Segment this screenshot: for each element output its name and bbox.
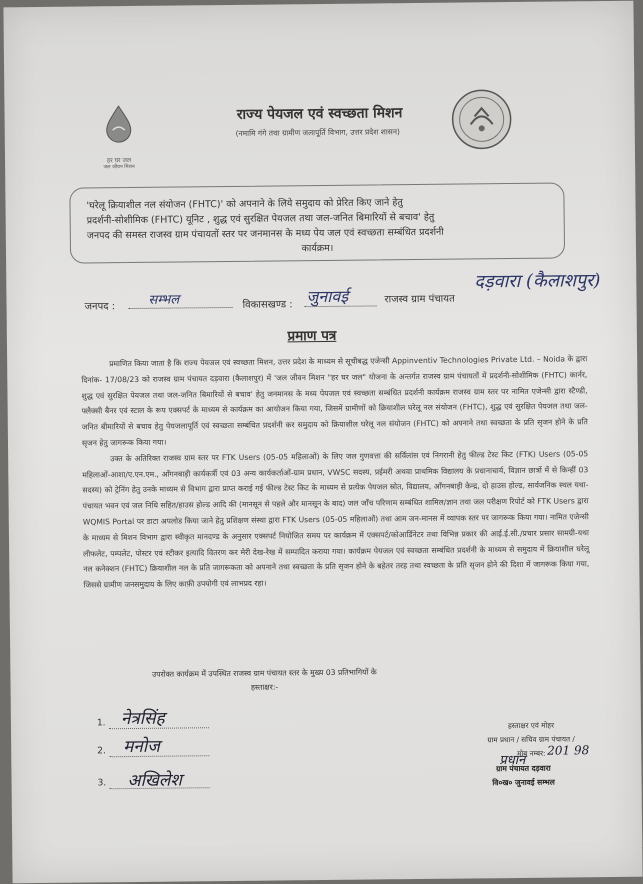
signature-3: अखिलेश [127, 770, 183, 792]
body-paragraph-1: प्रमाणित किया जाता है कि राज्य पेयजल एवं स्वच्छता मिशन, उत्तर प्रदेश के माध्यम से सूचीबद्ध एजेन्सी Appinventiv Technologies Private Ltd. – Noida के द्वारा दिनांक- 17/08/23 को राजस्व ग्राम पंचायत दड़वारा (कैलाशपुर) में 'जल जीवन मिशन "हर घर जल" योजना के अन्तर्गत राजस्व ग्राम पंचायतों में प्रदर्शनी-सोशीमिक (FHTC) कार्नर, शुद्ध एवं सुरक्षित पेयजल तथा जल-जनित बिमारियों से बचाव' हेतु जनमानस के मध्य पेयजल एवं स्वच्छता सम्बंधित प्रदर्शनी कार्यक्रम राजस्व ग्राम स्तर पर नामित एजेन्सी द्वारा स्टैण्डी, फ्लैक्सी बैनर एवं स्टाल के रूप एक्सपर्ट के माध्यम से कार्यक्रम का आयोजन किया गया, जिसमें ग्रामीणों को क्रियाशील घरेलू नल संयोजन (FHTC), शुद्ध एवं सुरक्षित पेयजल तथा जल-जनित बीमारियों से बचाव हेतु पेयजलापूर्ति एवं स्वच्छता सम्बंधित प्रदर्शनी कर समुदाय को क्रियाशील घरेलू नल संयोजन (FHTC) को अपनाने तथा स्वच्छता के प्रति सृजन होने के प्रति सृजन हेतु जागरूक किया गया। [81, 354, 588, 448]
left-logo-caption: हर घर जल [107, 156, 132, 165]
signature-number-2: 2. [97, 746, 106, 757]
panchayat-stamp [458, 761, 588, 790]
village-value: दड़वारा (कैलाशपुर) [474, 270, 601, 293]
right-block-line-3: मोब नम्बर: [517, 748, 546, 758]
signature-number-3: 3. [97, 778, 107, 789]
banner-line-2: प्रदर्शनी-सोशीमिक (FHTC) यूनिट , शुद्ध एवं सुरक्षित पेयजल तथा जल-जनित बिमारियों से बचाव' हेतु [86, 211, 435, 227]
district-underline [129, 307, 233, 309]
closing-text [114, 665, 414, 696]
right-block-line-2: ग्राम प्रधान / सचिव ग्राम पंचायत / [487, 734, 575, 745]
up-government-emblem [450, 88, 513, 151]
closing-line-2: हस्ताक्षर:- [250, 682, 279, 692]
signature-number-1: 1. [96, 718, 106, 729]
block-label: विकासखण्ड : [242, 299, 293, 311]
body-paragraph-2: उक्त के अतिरिक्त राजस्व ग्राम स्तर पर FTK Users (05-05 महिलाओं) के लिए जल गुणवत्ता की सर्विलांस एवं निगरानी हेतु फील्ड टेस्ट किट (FTK) Users (05-05 महिलाओं-आशा/ए.एन.एम., आँगनबाड़ी कार्यकर्त्री एवं 03 अन्य कार्यकर्ताओं-ग्राम प्रधान, VWSC सदस्य, प्रईमरी अथवा प्राथमिक विद्यालय के प्रधानाचार्य, विज्ञान छात्रों में से किन्हीं 03 सदस्य) को ट्रेनिंग हेतु उनके माध्यम से विभाग द्वारा प्राप्त कराई गई फील्ड टेस्ट किट के माध्यम से प्रत्येक पेयजल स्रोत, विद्यालय, आँगनबाड़ी केन्द्र, दो हाउस होल्ड, सार्वजनिक स्थल यथा-पंचायत भवन एवं जल निधि सहित/हाउस होल्ड आदि की (मानसून से पहले और मानसून के बाद) जल जाँच परिणाम सम्बंधित शामिल/ज्ञान तथा जल परीक्षण रिपोर्ट को FTK Users द्वारा WQMIS Portal पर डाटा अपलोड किया जाने हेतु प्रशिक्षण संस्था द्वारा FTK Users (05-05 महिलाओं) तथा आम जन-मानस में व्यापक स्तर पर जागरूक किया गया। नामित एजेन्सी के माध्यम से मिशन विभाग द्वारा स्वीकृत मानदण्ड के अनुसार एक्सपर्ट नियोजित समय पर कार्यक्रम में एक्सपर्ट/कोआर्डिनेटर तथा विभिन्न प्रकार की आई.ई.सी./प्रचार प्रसार सामग्री-यथा लीफलेट, पम्पलेट, पोस्टर एवं स्टीकर इत्यादि वितरण कर मेरी देख-रेख में सम्पादित कराया गया। कार्यक्रम पेयजल एवं स्वच्छता सम्बंधित प्रदर्शनी के माध्यम से समुदाय में क्रियाशील घरेलू नल कनेक्शन (FHTC) क्रियाशील नल के प्रति जागरूकता को अपनाने तथा स्वच्छता के प्रति सृजन होने के बहेतर तरह तथा स्वच्छता के प्रति सृजन होने की दिशा में जागरूक किया गया, जिससे ग्रामीण जनसमुदाय के लिए काफ़ी उपयोगी एवं लाभप्रद रहा। [82, 449, 590, 590]
pradhan-signature: प्रधान [499, 752, 526, 769]
har-ghar-jal-logo [100, 104, 137, 154]
document-page [3, 1, 642, 884]
department-title: राज्य पेयजल एवं स्वच्छता मिशन [236, 105, 403, 123]
signature-1: नेत्रसिंह [120, 708, 165, 730]
certificate-title: प्रमाण पत्र [287, 327, 337, 345]
certificate-body [81, 351, 589, 593]
right-block-line-1: हस्ताक्षर एवं मोहर [507, 720, 555, 731]
closing-line-1: उपरोक्त कार्यक्रम में उपस्थित राजस्व ग्राम पंचायत स्तर के मुख्य 03 प्रतिभागियों के [152, 667, 377, 679]
banner-line-4: कार्यक्रम। [301, 242, 334, 255]
banner-line-1: 'घरेलू क्रियाशील नल संयोजन (FHTC)' को अपनाने के लिये समुदाय को प्रेरित किए जाने हेतु [86, 197, 403, 212]
village-label: राजस्व ग्राम पंचायत [384, 293, 455, 306]
department-subtitle: (नमामि गंगे तथा ग्रामीण जलापूर्ति विभाग, उत्तर प्रदेश शासन) [235, 127, 401, 138]
stamp-line-1: ग्राम पंचायत दड़वारा [496, 763, 551, 774]
program-banner [69, 182, 565, 263]
stamp-line-2: वि०ख० जुनावई सम्भल [492, 777, 555, 788]
banner-line-3: जनपद की समस्त राजस्व ग्राम पंचायतों स्तर पर जनमानस के मध्य पेय जल एवं स्वच्छता सम्बंधित प्रदर्शनी [86, 226, 444, 242]
block-value: जुनावई [306, 286, 349, 307]
pradhan-mobile: 201 98 [547, 743, 590, 758]
district-label: जनपद : [84, 301, 116, 313]
left-logo-caption2: जल जीवन मिशन [103, 163, 135, 171]
signature-2: मनोज [123, 736, 160, 758]
district-value: सम्भल [148, 292, 180, 308]
